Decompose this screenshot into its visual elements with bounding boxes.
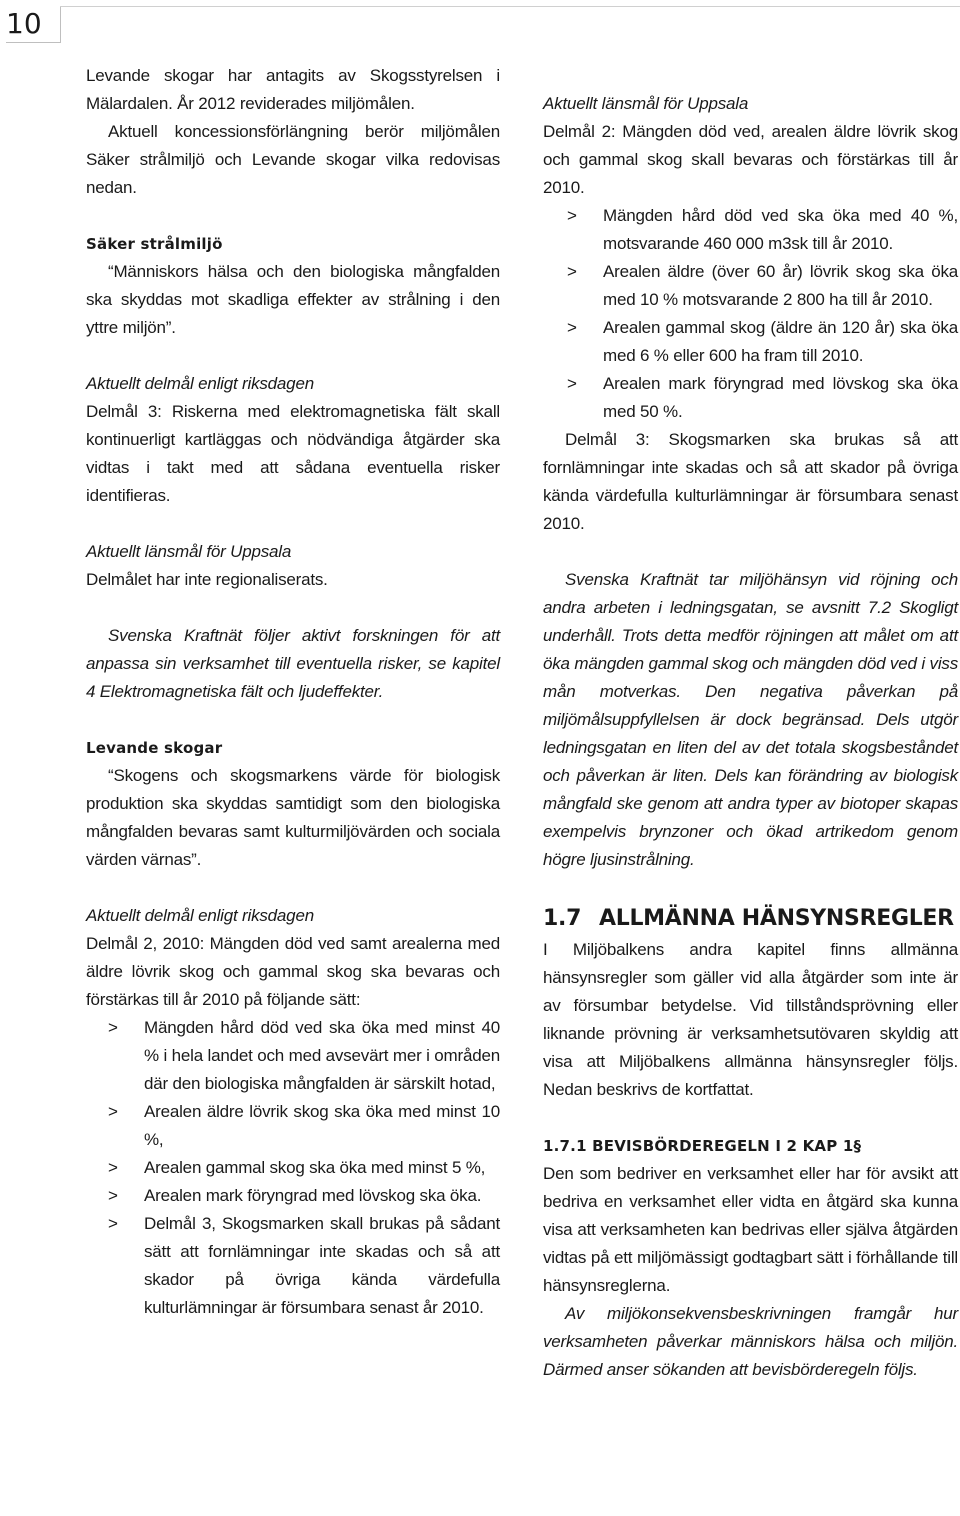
bullet-arrow-icon: > xyxy=(108,1018,118,1037)
header-rule xyxy=(60,6,960,7)
delmal-heading-2: Aktuellt delmål enligt riksdagen xyxy=(86,906,314,925)
bullet-arrow-icon: > xyxy=(567,262,577,281)
intro-paragraph-2: Aktuell koncessionsförlängning berör miljömålen Säker strålmiljö och Levande skogar vilka redovisas nedan. xyxy=(86,122,500,197)
lansmal-paragraph: Delmålet har inte regionaliserats. xyxy=(86,570,328,589)
list-item: > Mängden hård död ved ska öka med minst 40 % i hela landet och med avsevärt mer i områden där den biologiska mångfalden är särskilt hotad, xyxy=(86,1014,500,1098)
lansmal-delmal-2-paragraph: Delmål 2: Mängden död ved, arealen äldre lövrik skog och gammal skog skall bevaras och förstärkas till år 2010. xyxy=(543,122,958,197)
list-item: > Delmål 3, Skogsmarken skall brukas på sådant sätt att fornlämningar inte skadas och så att skador på övriga kända värdefulla kulturlämningar är försumbara senast år 2010. xyxy=(86,1210,500,1322)
svk-note-paragraph-2: Svenska Kraftnät tar miljöhänsyn vid röjning och andra arbeten i ledningsgatan, se avsnitt 7.2 Skogligt underhåll. Trots detta medför röjningen att målet om att öka mängden gammal skog och mängden död ved i viss mån motverkas. Den negativa påverkan på miljömålsuppfyllelsen är dock begränsad. Dels utgör ledningsgatan en liten del av det totala skogsbeståndet och påverkan är liten. Dels kan förändring av biologisk mångfald ske genom att andra typer av biotoper skapas exempelvis brynzoner och ökad artrikedom genom högre ljusinstrålning. xyxy=(543,570,958,869)
list-item: > Arealen äldre lövrik skog ska öka med minst 10 %, xyxy=(86,1098,500,1154)
heading-levande-skogar: Levande skogar xyxy=(86,739,223,757)
section-heading xyxy=(543,902,958,936)
delmal-2-paragraph: Delmål 2, 2010: Mängden död ved samt arealerna med äldre lövrik skog och gammal skog ska bevaras och förstärkas till år 2010 på följande sätt: xyxy=(86,934,500,1009)
list-item: > Mängden hård död ved ska öka med 40 %, motsvarande 460 000 m3sk till år 2010. xyxy=(543,202,958,258)
bullet-arrow-icon: > xyxy=(108,1214,118,1233)
list-item: > Arealen mark föryngrad med lövskog ska öka med 50 %. xyxy=(543,370,958,426)
lansmal-bullet-list xyxy=(543,202,958,426)
subsection-heading: 1.7.1 BEVISBÖRDEREGELN I 2 KAP 1§ xyxy=(543,1137,862,1155)
bullet-arrow-icon: > xyxy=(567,206,577,225)
lansmal-heading: Aktuellt länsmål för Uppsala xyxy=(86,542,292,561)
lansmal-heading-2: Aktuellt länsmål för Uppsala xyxy=(543,94,749,113)
bullet-arrow-icon: > xyxy=(108,1102,118,1121)
delmal-3-paragraph: Delmål 3: Riskerna med elektromagnetiska fält skall kontinuerligt kartläggas och nödvändiga åtgärder ska vidtas i takt med att sådana eventuella risker identifieras. xyxy=(86,402,500,505)
svk-note-paragraph: Svenska Kraftnät följer aktivt forskningen för att anpassa sin verksamhet till eventuella risker, se kapitel 4 Elektromagnetiska fält och ljudeffekter. xyxy=(86,626,500,701)
section-title: ALLMÄNNA HÄNSYNSREGLER xyxy=(599,906,954,931)
intro-paragraph: Levande skogar har antagits av Skogsstyrelsen i Mälardalen. År 2012 reviderades miljömålen. xyxy=(86,66,500,113)
list-item: > Arealen gammal skog ska öka med minst 5 %, xyxy=(86,1154,500,1182)
lansmal-delmal-3-paragraph: Delmål 3: Skogsmarken ska brukas så att fornlämningar inte skadas och så att skador på övriga kända värdefulla kulturlämningar är försumbara senast 2010. xyxy=(543,430,958,533)
saker-stralmiljo-quote: “Människors hälsa och den biologiska mångfalden ska skyddas mot skadliga effekter av strålning i den yttre miljön”. xyxy=(86,262,500,337)
mkb-note-paragraph: Av miljökonsekvensbeskrivningen framgår hur verksamheten påverkar människors hälsa och miljön. Därmed anser sökanden att bevisbörderegeln följs. xyxy=(543,1304,958,1379)
list-item: > Arealen mark föryngrad med lövskog ska öka. xyxy=(86,1182,500,1210)
heading-saker-stralmiljo: Säker strålmiljö xyxy=(86,235,223,253)
levande-skogar-quote: “Skogens och skogsmarkens värde för biologisk produktion ska skyddas samtidigt som den biologiska mångfalden bevaras samt kulturmiljövärden och sociala värden värnas”. xyxy=(86,766,500,869)
bullet-arrow-icon: > xyxy=(567,374,577,393)
bullet-arrow-icon: > xyxy=(108,1158,118,1177)
bullet-arrow-icon: > xyxy=(567,318,577,337)
list-item: > Arealen gammal skog (äldre än 120 år) ska öka med 6 % eller 600 ha fram till 2010. xyxy=(543,314,958,370)
right-column xyxy=(543,90,958,1384)
delmal-2-bullet-list xyxy=(86,1014,500,1322)
section-number: 1.7 xyxy=(543,906,582,931)
left-column xyxy=(86,62,500,1322)
delmal-heading: Aktuellt delmål enligt riksdagen xyxy=(86,374,314,393)
bullet-arrow-icon: > xyxy=(108,1186,118,1205)
subsection-paragraph: Den som bedriver en verksamhet eller har för avsikt att bedriva en verksamhet eller vidta en åtgärd ska kunna visa att verksamheten kan bedrivas eller själva åtgärden vidtas på ett miljömässigt godtagbart sätt i förhållande till hänsynsreglerna. xyxy=(543,1164,958,1295)
section-paragraph: I Miljöbalkens andra kapitel finns allmänna hänsynsregler som gäller vid alla åtgärder som inte är av försumbar betydelse. Vid tillståndsprövning eller liknande prövning är verksamhetsutövaren skyldig att visa att Miljöbalkens allmänna hänsynsregler följs. Nedan beskrivs de kortfattat. xyxy=(543,940,958,1099)
list-item: > Arealen äldre (över 60 år) lövrik skog ska öka med 10 % motsvarande 2 800 ha till år 2010. xyxy=(543,258,958,314)
page-number: 10 xyxy=(6,6,61,43)
